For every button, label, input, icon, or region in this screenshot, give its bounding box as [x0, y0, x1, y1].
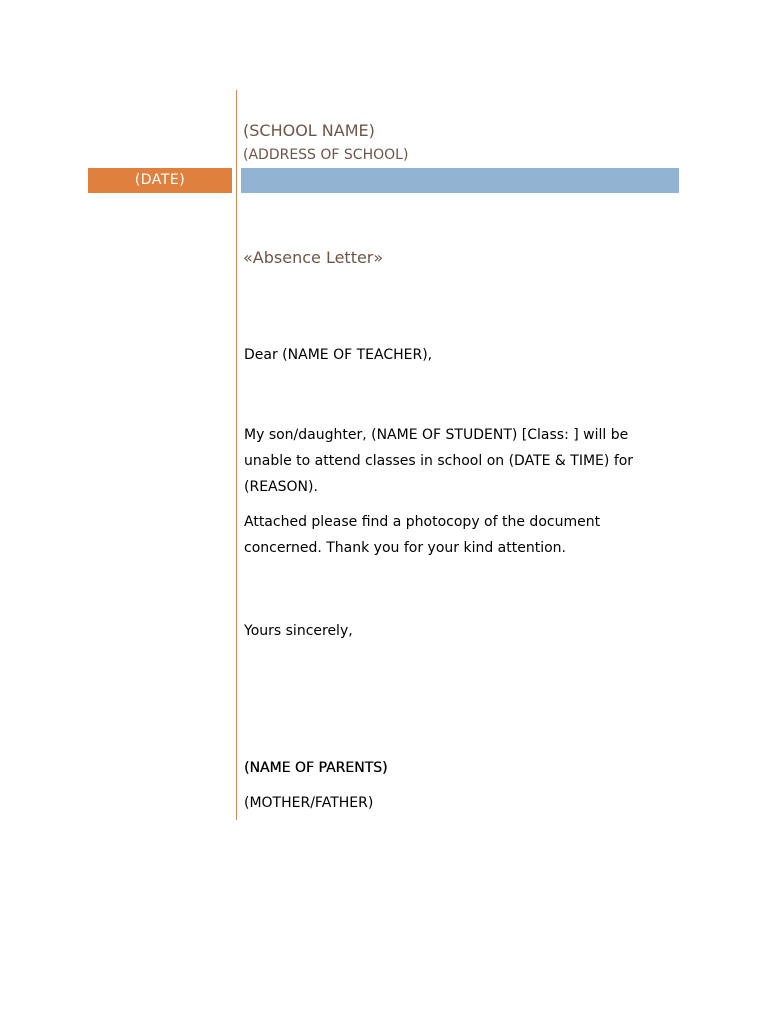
vertical-divider-line: [236, 90, 237, 820]
closing: Yours sincerely,: [244, 623, 353, 639]
header-accent-bar: [241, 168, 679, 193]
school-address: (ADDRESS OF SCHOOL): [243, 147, 409, 163]
signature-role: (MOTHER/FATHER): [244, 795, 374, 811]
body-paragraph-2: Attached please find a photocopy of the document concerned. Thank you for your kind attention.: [244, 514, 601, 556]
school-name: (SCHOOL NAME): [243, 121, 375, 140]
date-banner: (DATE): [88, 168, 232, 193]
body-paragraph-1: My son/daughter, (NAME OF STUDENT) [Class: ] will be unable to attend classes in school on (DATE & TIME) for (REASON).: [244, 427, 634, 495]
letter-title: «Absence Letter»: [243, 248, 384, 267]
signature-name: (NAME OF PARENTS): [244, 760, 388, 776]
salutation: Dear (NAME OF TEACHER),: [244, 347, 433, 363]
